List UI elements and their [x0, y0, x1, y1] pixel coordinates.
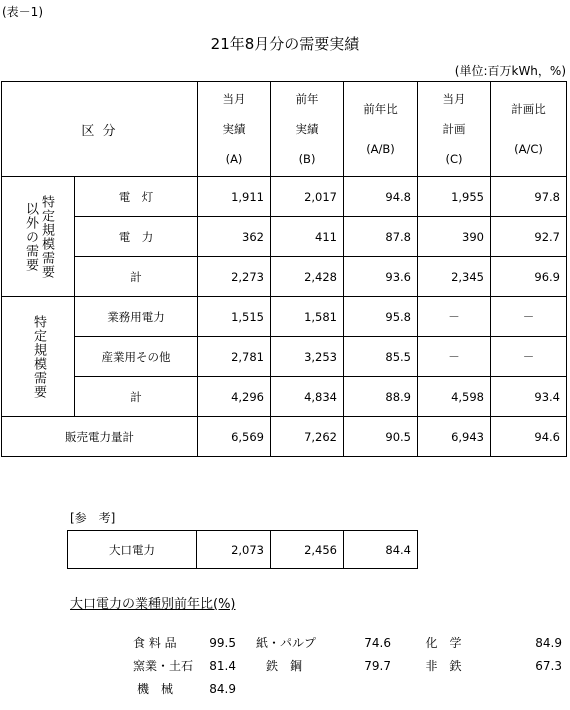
unit-label: (単位:百万kWh，%) — [454, 64, 566, 78]
cell-b: 2,017 — [271, 177, 344, 217]
reference-heading: [参 考] — [70, 511, 116, 525]
industry-name: 非 鉄 — [425, 659, 462, 673]
table-row — [2, 297, 567, 337]
table-row — [2, 177, 567, 217]
header-line: 当月 — [222, 92, 246, 106]
reference-a: 2,073 — [197, 531, 271, 569]
reference-label: 大口電力 — [68, 531, 197, 569]
cell-ab: 87.8 — [344, 217, 418, 257]
header-line: 計画比 — [511, 102, 546, 116]
cell-ab: 95.8 — [344, 297, 418, 337]
cell-b: 2,428 — [271, 257, 344, 297]
cell-ac: 97.8 — [491, 177, 567, 217]
table-row — [2, 257, 567, 297]
header-line: 前年 — [295, 92, 319, 106]
industry-heading: 大口電力の業種別前年比(%) — [70, 597, 236, 612]
group2-label-line: 特定規模需要 — [31, 314, 46, 399]
industry-name: 機 械 — [137, 682, 174, 696]
cell-c: 4,598 — [418, 377, 491, 417]
cell-a: 2,781 — [198, 337, 271, 377]
row-label: 電 灯 — [75, 177, 198, 217]
header-line: (C) — [445, 152, 463, 166]
cell-ac: 93.4 — [491, 377, 567, 417]
reference-row — [68, 531, 418, 569]
cell-c: 6,943 — [418, 417, 491, 457]
industry-table — [133, 631, 562, 700]
industry-name: 鉄 鋼 — [266, 659, 303, 673]
header-line: (A) — [225, 152, 243, 166]
cell-b: 4,834 — [271, 377, 344, 417]
industry-value: 81.4 — [209, 658, 236, 673]
industry-name: 窯業・土石 — [133, 659, 194, 673]
cell-c: － — [418, 337, 491, 377]
header-line: 前年比 — [363, 102, 398, 116]
cell-a: 2,273 — [198, 257, 271, 297]
row-label: 産業用その他 — [75, 337, 198, 377]
col-plan-header — [418, 82, 491, 177]
reference-table — [67, 530, 418, 569]
row-label: 業務用電力 — [75, 297, 198, 337]
header-line: (B) — [298, 152, 316, 166]
cell-b: 7,262 — [271, 417, 344, 457]
cell-b: 1,581 — [271, 297, 344, 337]
cell-ab: 88.9 — [344, 377, 418, 417]
header-line: 実績 — [222, 122, 246, 136]
industry-value: 79.7 — [364, 658, 391, 673]
table-row — [2, 377, 567, 417]
cell-ac: 96.9 — [491, 257, 567, 297]
reference-b: 2,456 — [271, 531, 344, 569]
cell-b: 3,253 — [271, 337, 344, 377]
page-title: 21年8月分の需要実績 — [210, 35, 360, 53]
cell-ab: 90.5 — [344, 417, 418, 457]
industry-row — [133, 654, 562, 677]
industry-value: 67.3 — [535, 658, 562, 673]
cell-ab: 93.6 — [344, 257, 418, 297]
cell-ac: 92.7 — [491, 217, 567, 257]
category-header: 区 分 — [2, 82, 198, 177]
header-line: 当月 — [442, 92, 466, 106]
cell-c: 390 — [418, 217, 491, 257]
industry-value: 84.9 — [209, 681, 236, 696]
table-label: (表－1) — [2, 5, 43, 19]
industry-value: 99.5 — [209, 635, 236, 650]
cell-a: 1,911 — [198, 177, 271, 217]
industry-row — [133, 631, 562, 654]
total-row — [2, 417, 567, 457]
industry-value: 74.6 — [364, 635, 391, 650]
group1-label-line: 以外の需要 — [23, 201, 38, 272]
table-row — [2, 337, 567, 377]
group1-label — [2, 177, 75, 297]
industry-value: 84.9 — [535, 635, 562, 650]
total-label: 販売電力量計 — [2, 417, 198, 457]
col-prev-year-header — [271, 82, 344, 177]
group2-label — [2, 297, 75, 417]
cell-b: 411 — [271, 217, 344, 257]
col-current-actual-header — [198, 82, 271, 177]
cell-ac: － — [491, 297, 567, 337]
table-row — [2, 217, 567, 257]
col-yoy-header — [344, 82, 418, 177]
industry-row — [133, 677, 562, 700]
cell-a: 1,515 — [198, 297, 271, 337]
demand-table — [1, 81, 567, 457]
industry-name: 食 料 品 — [133, 636, 177, 650]
col-plan-ratio-header — [491, 82, 567, 177]
row-label: 計 — [75, 257, 198, 297]
cell-c: － — [418, 297, 491, 337]
cell-ac: 94.6 — [491, 417, 567, 457]
industry-name: 化 学 — [425, 636, 462, 650]
row-label: 計 — [75, 377, 198, 417]
cell-ac: － — [491, 337, 567, 377]
cell-a: 362 — [198, 217, 271, 257]
header-line: 計画 — [442, 122, 466, 136]
header-row — [2, 82, 567, 177]
cell-c: 1,955 — [418, 177, 491, 217]
reference-ab: 84.4 — [344, 531, 418, 569]
group1-label-line: 特定規模需要 — [39, 194, 54, 279]
cell-a: 4,296 — [198, 377, 271, 417]
cell-c: 2,345 — [418, 257, 491, 297]
header-line: 実績 — [295, 122, 319, 136]
cell-a: 6,569 — [198, 417, 271, 457]
header-line: (A/C) — [514, 142, 543, 156]
industry-name: 紙・パルプ — [256, 636, 317, 650]
cell-ab: 94.8 — [344, 177, 418, 217]
cell-ab: 85.5 — [344, 337, 418, 377]
row-label: 電 力 — [75, 217, 198, 257]
header-line: (A/B) — [366, 142, 395, 156]
